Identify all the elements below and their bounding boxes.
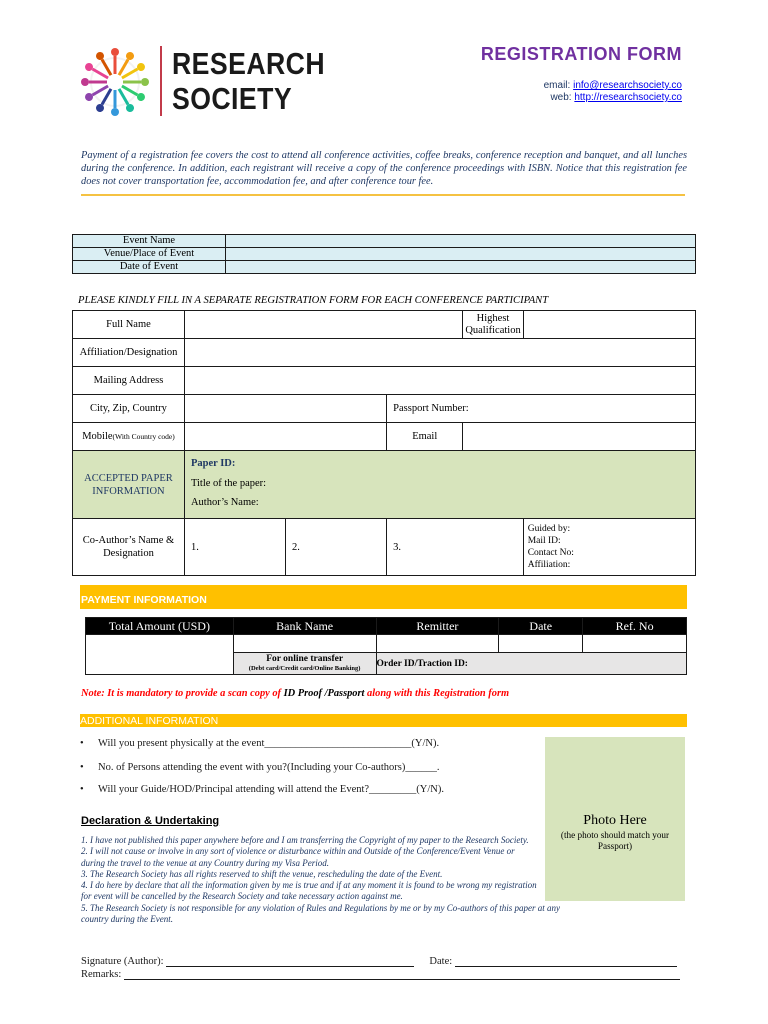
table-row: [86, 618, 687, 635]
table-row: [73, 311, 696, 339]
table-row: [86, 635, 687, 653]
author-name-label: Author’s Name:: [190, 497, 259, 508]
coauthor-2-number: 2.: [292, 541, 300, 553]
coauthor-label: Co-Author’s Name & Designation: [73, 519, 185, 576]
photo-subtitle: (the photo should match your Passport): [560, 830, 670, 851]
order-id-field[interactable]: [376, 653, 687, 675]
web-line: [550, 92, 682, 103]
affiliation-field[interactable]: [184, 339, 695, 367]
online-transfer-note: (Debt card/Credit card/Online Banking): [248, 664, 361, 672]
table-row: [73, 519, 696, 576]
event-date-field[interactable]: [226, 261, 696, 274]
total-amount-field[interactable]: [86, 635, 234, 675]
event-name-label: Event Name: [73, 235, 226, 248]
brand-name-line2: SOCIETY: [172, 81, 293, 116]
email-label: email:: [543, 80, 571, 91]
mobile-label: Mobile: [82, 431, 113, 442]
payment-table: [85, 617, 687, 675]
paper-info-cell[interactable]: [184, 451, 695, 519]
table-row: [73, 248, 696, 261]
remarks-field[interactable]: [124, 969, 680, 980]
online-transfer-label: For online transfer: [266, 653, 344, 664]
online-transfer-cell: [233, 653, 376, 675]
bullet-icon: •: [80, 762, 84, 773]
contact-no-label: Contact No:: [527, 548, 574, 558]
coauthor-1-number: 1.: [190, 541, 199, 553]
remitter-field[interactable]: [376, 635, 499, 653]
order-id-label: Order ID/Traction ID:: [376, 658, 468, 669]
web-label: web:: [550, 92, 572, 103]
guide-info-cell[interactable]: [523, 519, 695, 576]
table-row: [73, 261, 696, 274]
separate-form-note: PLEASE KINDLY FILL IN A SEPARATE REGISTRATION FORM FOR EACH CONFERENCE PARTICIPANT: [78, 295, 549, 306]
question-present-physically: [80, 738, 439, 749]
full-name-field[interactable]: [184, 311, 462, 339]
logo-divider: [160, 46, 162, 116]
table-row: [73, 423, 696, 451]
payment-header-text: PAYMENT INFORMATION: [81, 594, 207, 606]
coauthor-1-field[interactable]: [184, 519, 285, 576]
declaration-title: Declaration & Undertaking: [81, 815, 220, 827]
intro-paragraph: Payment of a registration fee covers the cost to attend all conference activities, coffee breaks, conference reception and banquet, and all lunches during the conference. In addition, each registrant will receive a copy of the conference proceedings with ISBN. Notice that this registration fee does not cover transportation fee, accommodation fee, and after conference tour fee.: [81, 150, 687, 187]
table-row: [73, 339, 696, 367]
coauthor-2-field[interactable]: [286, 519, 387, 576]
signature-label: Signature (Author):: [81, 956, 164, 967]
highest-qualification-label: Highest Qualification: [463, 311, 523, 339]
highest-qualification-field[interactable]: [523, 311, 695, 339]
bullet-icon: •: [80, 784, 84, 795]
bank-name-header: Bank Name: [233, 618, 376, 635]
date-field[interactable]: [499, 635, 583, 653]
signature-row: [81, 956, 677, 967]
declaration-item: 2. I will not cause or involve in any sort of violence or disturbance within and Outside of the Conference/Event Venue or during the travel to the venue at any Country during my Visa Period.: [81, 846, 515, 868]
full-name-label: Full Name: [73, 311, 185, 339]
mail-id-label: Mail ID:: [527, 536, 561, 546]
passport-label: Passport Number:: [393, 403, 469, 414]
date-label: Date:: [429, 956, 453, 967]
table-row: [73, 451, 696, 519]
mobile-label-cell: [73, 423, 185, 451]
photo-title: Photo Here: [583, 813, 647, 828]
mobile-note: (With Country code): [112, 432, 175, 441]
guided-by-label: Guided by:: [527, 524, 571, 534]
declaration-item: 3. The Research Society has all rights reserved to shift the venue, rescheduling the date of the Event.: [81, 868, 443, 879]
coauthor-3-field[interactable]: [387, 519, 524, 576]
signature-date-field[interactable]: [455, 956, 677, 967]
question-guide-attending: [80, 784, 444, 795]
table-row: [73, 367, 696, 395]
city-field[interactable]: [184, 395, 386, 423]
declaration-list: [81, 835, 561, 925]
remitter-header: Remitter: [376, 618, 499, 635]
payment-section-header: [80, 585, 687, 609]
declaration-item: 4. I do here by declare that all the information given by me is true and if at any moment it is found to be wrong my registration for event will be cancelled by the Research Society and take necessary action against me.: [81, 880, 537, 902]
table-row: [73, 395, 696, 423]
intro-divider: [81, 194, 685, 196]
participant-table: [72, 310, 696, 576]
email-field[interactable]: [463, 423, 696, 451]
paper-id-label: Paper ID:: [190, 458, 236, 469]
form-title: REGISTRATION FORM: [480, 44, 682, 64]
mailing-address-field[interactable]: [184, 367, 695, 395]
passport-field[interactable]: [387, 395, 696, 423]
note-id-proof: ID Proof /Passport: [283, 688, 365, 699]
signature-field[interactable]: [166, 956, 414, 967]
email-line: [544, 80, 682, 91]
ref-no-header: Ref. No: [583, 618, 687, 635]
paper-title-label: Title of the paper:: [190, 478, 267, 489]
note-text-1: Note: It is mandatory to provide a scan copy of: [81, 688, 284, 699]
email-label: Email: [387, 423, 463, 451]
bank-name-field[interactable]: [233, 635, 376, 653]
event-table: [72, 234, 696, 274]
venue-field[interactable]: [226, 248, 696, 261]
mandatory-note: [81, 688, 509, 699]
declaration-item: 1. I have not published this paper anywhere before and I am transferring the Copyright of my paper to the Research Society.: [81, 835, 529, 845]
question-text: Will you present physically at the event____________________________(Y/N).: [98, 738, 440, 749]
event-name-field[interactable]: [226, 235, 696, 248]
mobile-field[interactable]: [184, 423, 386, 451]
email-link[interactable]: info@researchsociety.co: [573, 80, 682, 91]
question-text: Will your Guide/HOD/Principal attending will attend the Event?_________(Y/N).: [98, 784, 445, 795]
city-label: City, Zip, Country: [73, 395, 185, 423]
coauthor-3-number: 3.: [393, 541, 402, 553]
web-link[interactable]: http://researchsociety.co: [574, 92, 682, 103]
note-text-2: along with this Registration form: [364, 688, 510, 699]
event-date-label: Date of Event: [73, 261, 226, 274]
photo-placeholder[interactable]: [545, 737, 685, 901]
total-amount-header: Total Amount (USD): [86, 618, 234, 635]
question-text: No. of Persons attending the event with you?(Including your Co-authors)______.: [98, 762, 440, 773]
venue-label: Venue/Place of Event: [73, 248, 226, 261]
guide-affiliation-label: Affiliation:: [527, 560, 571, 570]
accepted-paper-label: ACCEPTED PAPER INFORMATION: [73, 451, 185, 519]
remarks-label: Remarks:: [81, 969, 122, 980]
date-header: Date: [499, 618, 583, 635]
question-persons-attending: [80, 762, 439, 773]
table-row: [73, 235, 696, 248]
affiliation-label: Affiliation/Designation: [73, 339, 185, 367]
bullet-icon: •: [80, 738, 84, 749]
research-society-logo-icon: [80, 42, 150, 122]
declaration-item: 5. The Research Society is not responsible for any violation of Rules and Regulations by me or by my Co-authors of this paper at any country during the Event.: [81, 902, 561, 925]
remarks-row: [81, 969, 680, 980]
mailing-address-label: Mailing Address: [73, 367, 185, 395]
additional-section-header: ADDITIONAL INFORMATION: [80, 714, 687, 727]
ref-no-field[interactable]: [583, 635, 687, 653]
brand-name-line1: RESEARCH: [172, 46, 326, 81]
